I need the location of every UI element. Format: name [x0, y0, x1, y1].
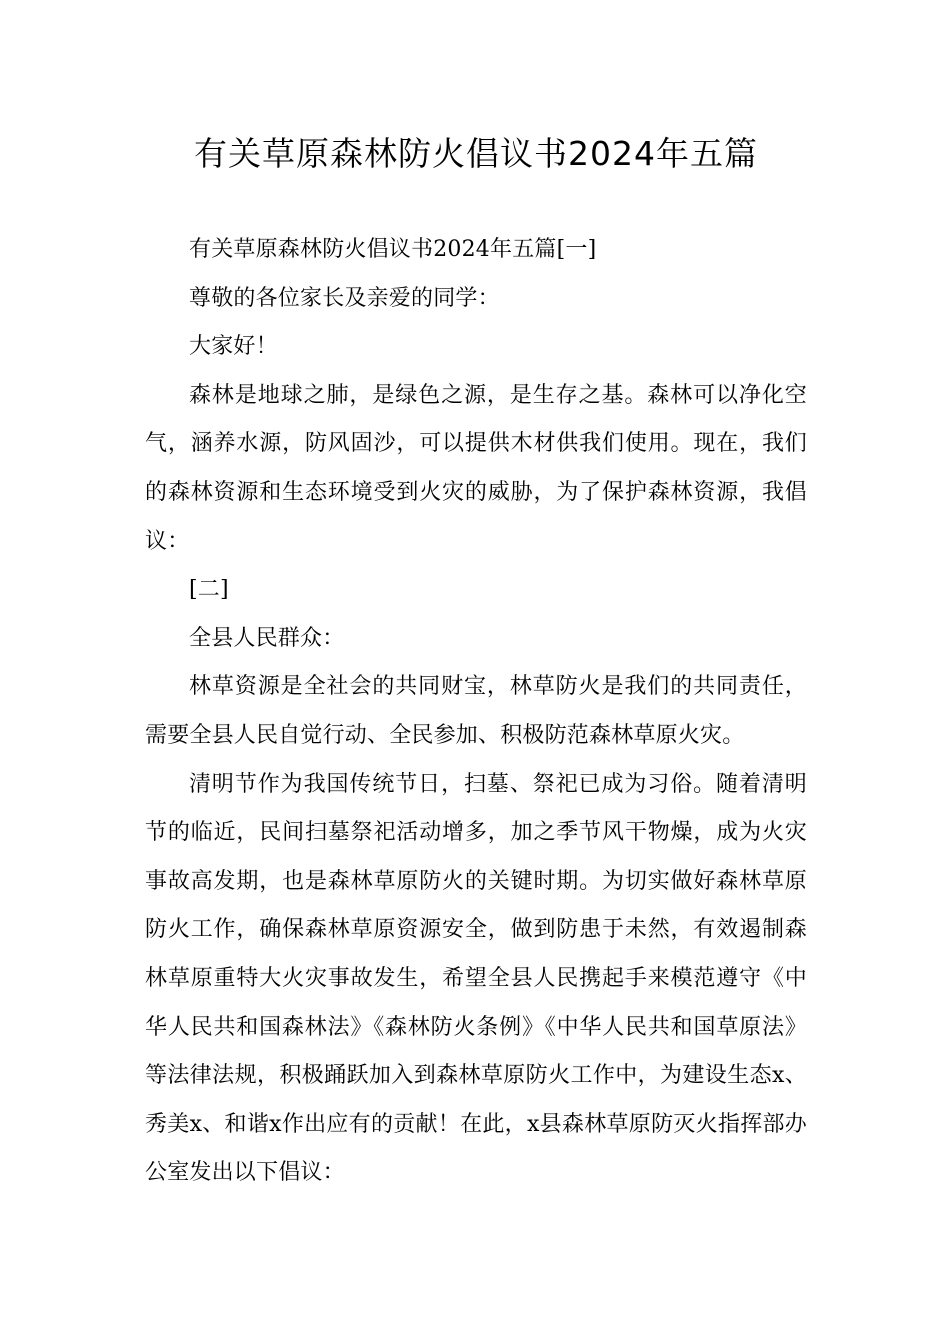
paragraph-qingming: 清明节作为我国传统节日，扫墓、祭祀已成为习俗。随着清明节的临近，民间扫墓祭祀活动增多，加之季节风干物燥，成为火灾事故高发期，也是森林草原防火的关键时期。为切实做好森林草原防火工作，确保森林草原资源安全，做到防患于未然，有效遏制森林草原重特大火灾事故发生，希望全县人民携起手来模范遵守《中华人民共和国森林法》《森林防火条例》《中华人民共和国草原法》等法律法规，积极踊跃加入到森林草原防火工作中，为建设生态x、秀美x、和谐x作出应有的贡献！在此，x县森林草原防灭火指挥部办公室发出以下倡议：	[145, 771, 807, 1186]
document-title: 有关草原森林防火倡议书2024年五篇	[194, 134, 758, 173]
paragraph-salutation-2: 全县人民群众：	[189, 625, 345, 651]
paragraph-greeting: 大家好！	[189, 334, 278, 360]
document-body	[145, 226, 807, 1198]
paragraph-salutation-1: 尊敬的各位家长及亲爱的同学：	[189, 285, 500, 311]
paragraph-heading-2: [二]	[189, 577, 229, 603]
paragraph-heading-1: 有关草原森林防火倡议书2024年五篇[一]	[189, 237, 597, 262]
paragraph-forest-intro: 森林是地球之肺，是绿色之源，是生存之基。森林可以净化空气，涵养水源，防风固沙，可以提供木材供我们使用。现在，我们的森林资源和生态环境受到火灾的威胁，为了保护森林资源，我倡议：	[145, 382, 807, 554]
paragraph-shared-responsibility: 林草资源是全社会的共同财宝，林草防火是我们的共同责任，需要全县人民自觉行动、全民参加、积极防范森林草原火灾。	[145, 674, 807, 748]
